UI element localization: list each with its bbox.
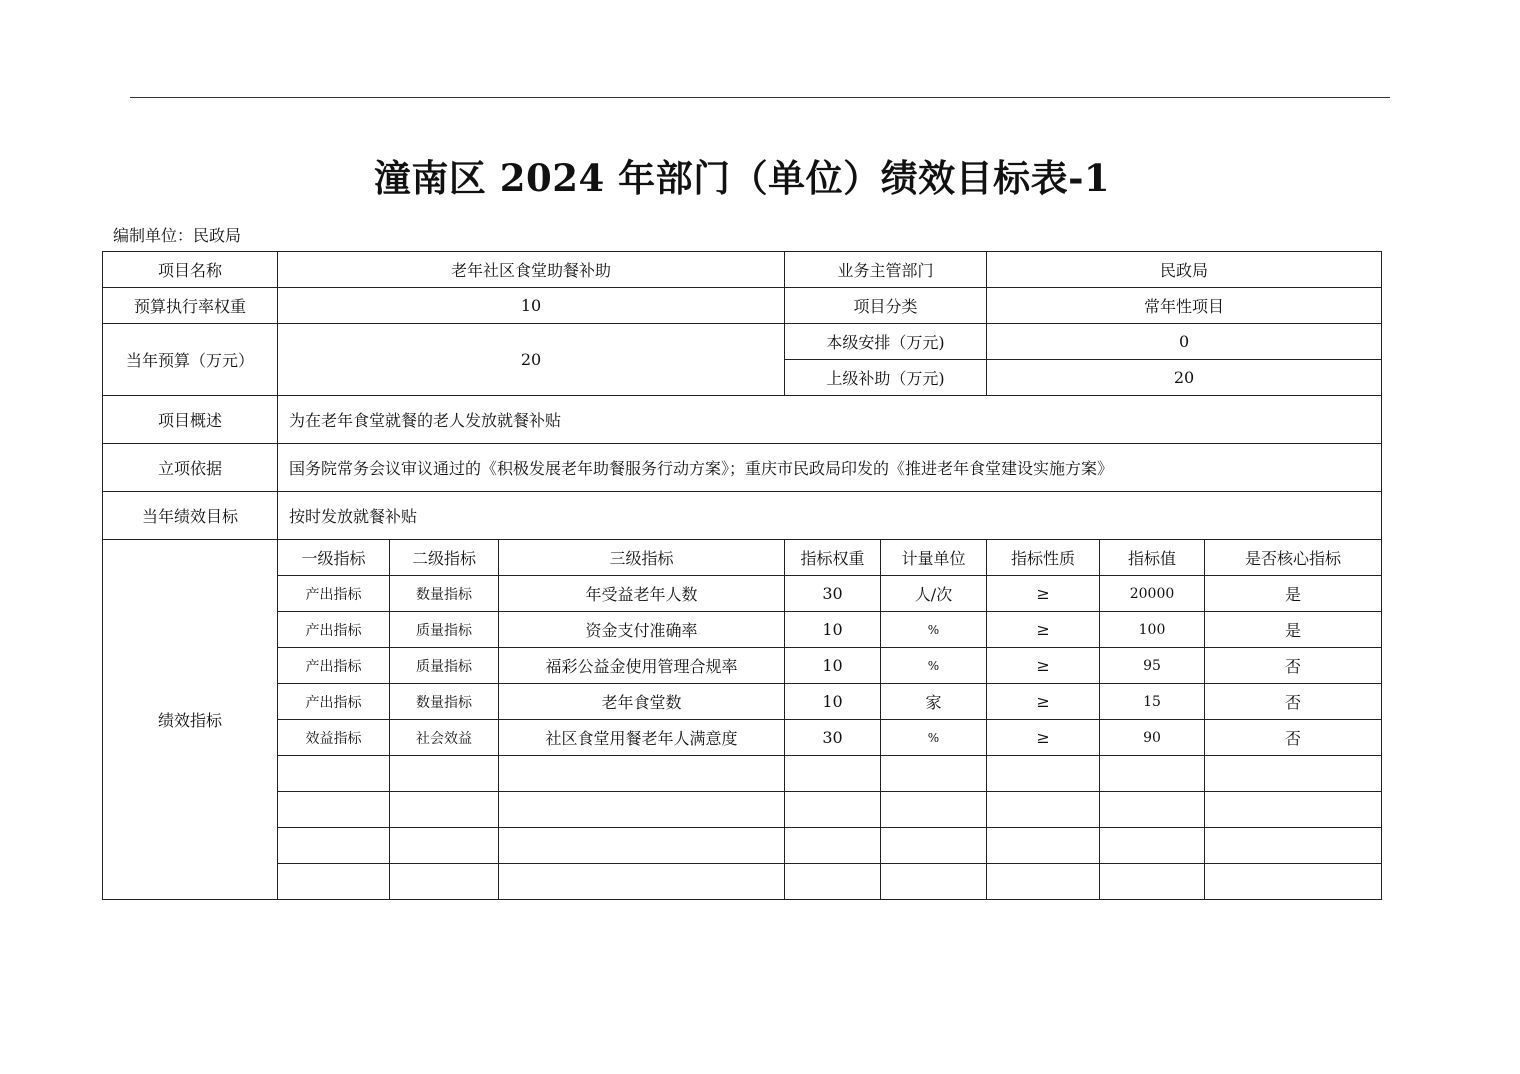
performance-target-table [102, 251, 1382, 900]
level2-cell: 社会效益 [390, 720, 499, 756]
superior-label: 上级补助（万元) [785, 360, 987, 396]
category-label: 项目分类 [785, 288, 987, 324]
basis-value: 国务院常务会议审议通过的《积极发展老年助餐服务行动方案》；重庆市民政局印发的《推进老年食堂建设实施方案》 [278, 444, 1382, 492]
core-cell: 是 [1205, 576, 1382, 612]
empty-indicator-row [103, 864, 1382, 900]
overview-value: 为在老年食堂就餐的老人发放就餐补贴 [278, 396, 1382, 444]
category-value: 常年性项目 [987, 288, 1382, 324]
header-value: 指标值 [1100, 540, 1205, 576]
local-value: 0 [987, 324, 1382, 360]
nature-cell: ≥ [987, 720, 1100, 756]
unit-cell: 家 [881, 684, 987, 720]
exec-weight-value: 10 [278, 288, 785, 324]
budget-value: 20 [278, 324, 785, 396]
indicators-section-label: 绩效指标 [103, 540, 278, 900]
header-nature: 指标性质 [987, 540, 1100, 576]
level1-cell: 产出指标 [278, 648, 390, 684]
level3-cell: 老年食堂数 [499, 684, 785, 720]
project-name-value: 老年社区食堂助餐补助 [278, 252, 785, 288]
core-cell: 否 [1205, 684, 1382, 720]
local-label: 本级安排（万元) [785, 324, 987, 360]
row-exec-weight [103, 288, 1382, 324]
compiling-unit: 编制单位：民政局 [113, 226, 242, 245]
level2-cell: 数量指标 [390, 684, 499, 720]
empty-indicator-row [103, 828, 1382, 864]
level1-cell: 产出指标 [278, 684, 390, 720]
row-project-name [103, 252, 1382, 288]
level3-cell: 社区食堂用餐老年人满意度 [499, 720, 785, 756]
unit-cell: % [881, 612, 987, 648]
project-name-label: 项目名称 [103, 252, 278, 288]
header-level2: 二级指标 [390, 540, 499, 576]
superior-value: 20 [987, 360, 1382, 396]
level3-cell: 资金支付准确率 [499, 612, 785, 648]
core-cell: 是 [1205, 612, 1382, 648]
weight-cell: 10 [785, 612, 881, 648]
core-cell: 否 [1205, 648, 1382, 684]
nature-cell: ≥ [987, 612, 1100, 648]
page-title: 潼南区 2024 年部门（单位）绩效目标表-1 [373, 156, 1111, 200]
unit-cell: % [881, 648, 987, 684]
indicator-row [103, 648, 1382, 684]
empty-indicator-row [103, 756, 1382, 792]
indicator-header-row [103, 540, 1382, 576]
value-cell: 100 [1100, 612, 1205, 648]
row-goal [103, 492, 1382, 540]
nature-cell: ≥ [987, 576, 1100, 612]
empty-indicator-row [103, 792, 1382, 828]
level2-cell: 数量指标 [390, 576, 499, 612]
level1-cell: 效益指标 [278, 720, 390, 756]
exec-weight-label: 预算执行率权重 [103, 288, 278, 324]
overview-label: 项目概述 [103, 396, 278, 444]
header-unit: 计量单位 [881, 540, 987, 576]
header-rule [130, 97, 1390, 98]
indicator-row [103, 612, 1382, 648]
weight-cell: 10 [785, 684, 881, 720]
row-overview [103, 396, 1382, 444]
weight-cell: 10 [785, 648, 881, 684]
level1-cell: 产出指标 [278, 612, 390, 648]
indicator-row [103, 720, 1382, 756]
row-budget-local [103, 324, 1382, 360]
header-weight: 指标权重 [785, 540, 881, 576]
value-cell: 15 [1100, 684, 1205, 720]
weight-cell: 30 [785, 720, 881, 756]
level3-cell: 福彩公益金使用管理合规率 [499, 648, 785, 684]
level2-cell: 质量指标 [390, 648, 499, 684]
dept-label: 业务主管部门 [785, 252, 987, 288]
indicator-row [103, 684, 1382, 720]
header-core: 是否核心指标 [1205, 540, 1382, 576]
level3-cell: 年受益老年人数 [499, 576, 785, 612]
weight-cell: 30 [785, 576, 881, 612]
header-level3: 三级指标 [499, 540, 785, 576]
budget-label: 当年预算（万元） [103, 324, 278, 396]
unit-cell: 人/次 [881, 576, 987, 612]
value-cell: 95 [1100, 648, 1205, 684]
level2-cell: 质量指标 [390, 612, 499, 648]
unit-cell: % [881, 720, 987, 756]
row-basis [103, 444, 1382, 492]
goal-value: 按时发放就餐补贴 [278, 492, 1382, 540]
core-cell: 否 [1205, 720, 1382, 756]
nature-cell: ≥ [987, 648, 1100, 684]
dept-value: 民政局 [987, 252, 1382, 288]
nature-cell: ≥ [987, 684, 1100, 720]
header-level1: 一级指标 [278, 540, 390, 576]
value-cell: 90 [1100, 720, 1205, 756]
value-cell: 20000 [1100, 576, 1205, 612]
indicator-row [103, 576, 1382, 612]
goal-label: 当年绩效目标 [103, 492, 278, 540]
level1-cell: 产出指标 [278, 576, 390, 612]
basis-label: 立项依据 [103, 444, 278, 492]
